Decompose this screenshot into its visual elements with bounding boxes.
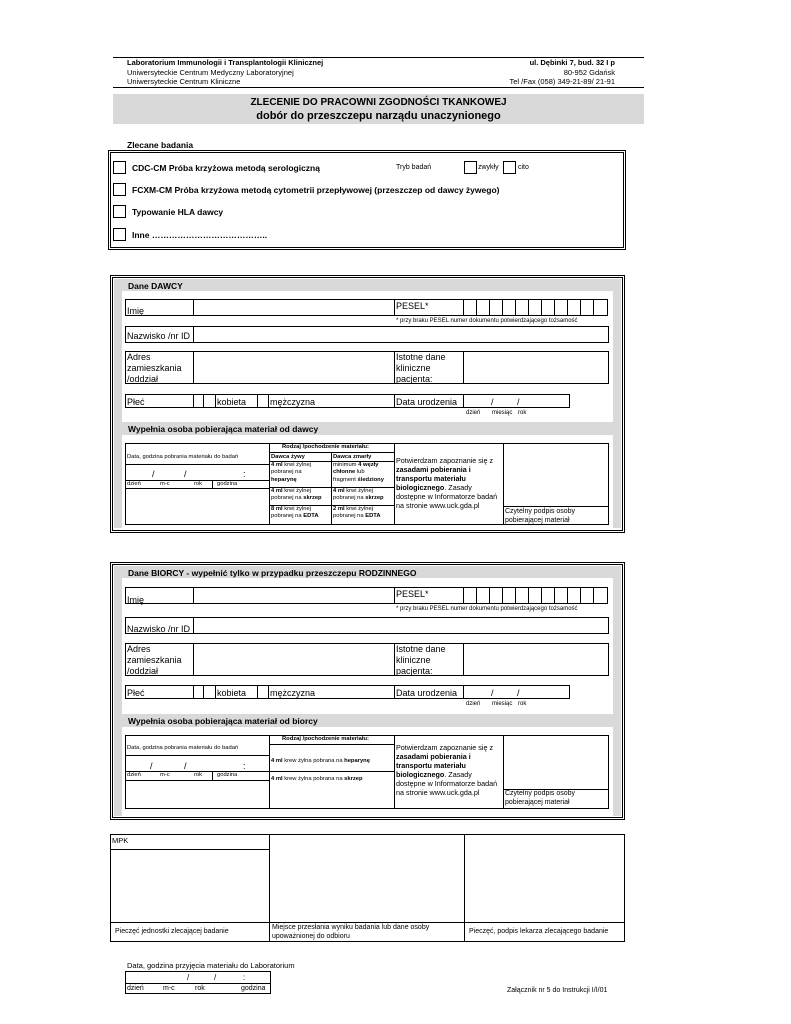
- recip-dataur-slash2: /: [517, 688, 520, 698]
- pesel-digit[interactable]: [541, 299, 555, 316]
- pesel-digit[interactable]: [502, 299, 516, 316]
- recip-dzien: dzień: [466, 701, 481, 707]
- conf-line3: transportu materiału: [396, 474, 466, 483]
- donor-zmarly: Dawca zmarły: [333, 454, 372, 460]
- donor-zywy: Dawca żywy: [271, 454, 305, 460]
- donor-date-tick: [212, 480, 213, 488]
- donor-dataur-label: Data urodzenia: [396, 397, 458, 407]
- pesel-digit[interactable]: [463, 299, 477, 316]
- lab-name: Laboratorium Immunologii i Transplantologii Klinicznej: [127, 58, 324, 67]
- donor-pesel-note: * przy braku PESEL numer dokumentu potwierdzającego tożsamość: [396, 318, 578, 324]
- pesel-digit[interactable]: [515, 299, 529, 316]
- pesel-digit[interactable]: [567, 299, 581, 316]
- header-left: [127, 58, 323, 87]
- item-hla: Typowanie HLA dawcy: [132, 207, 224, 217]
- h1-bold: heparynę: [344, 758, 370, 764]
- z3-line1: [271, 506, 319, 513]
- adres-line1: Adres: [127, 352, 151, 362]
- z3-bold: EDTA: [303, 513, 319, 520]
- donor-d-mc: m-c: [160, 481, 170, 487]
- header-bottom-rule: [113, 87, 644, 88]
- recip-signature-label: [505, 790, 575, 807]
- conf-bold: biologicznego: [396, 770, 445, 779]
- pesel-digit[interactable]: [580, 587, 594, 604]
- istotne-line1: Istotne dane: [396, 352, 446, 362]
- donor-dataur-slash2: /: [517, 397, 520, 407]
- m1-bold2: chłonne: [333, 469, 356, 476]
- donor-sample-heading: Wypełnia osoba pobierająca materiał od dawcy: [114, 422, 621, 435]
- conf-line4: [396, 770, 497, 779]
- m1-text3: fragment: [333, 476, 358, 483]
- recip-nazwisko-label: Nazwisko /nr ID: [127, 624, 191, 634]
- recip-istotne-label: [396, 644, 446, 677]
- donor-dataur-slash1: /: [491, 397, 494, 407]
- adres-line3: /oddział: [127, 666, 159, 676]
- pesel-digit[interactable]: [528, 587, 542, 604]
- adres-line2: zamieszkania: [127, 363, 182, 373]
- conf-line6: na stronie www.uck.gda.pl: [396, 788, 480, 797]
- donor-date-label: Data, godzina pobrania materiału do badań: [127, 454, 239, 460]
- recip-pesel-note: * przy braku PESEL numer dokumentu potwierdzającego tożsamość: [396, 606, 578, 612]
- pesel-digit[interactable]: [593, 587, 608, 604]
- donor-date-divider-3: [125, 488, 270, 489]
- checkbox-cito[interactable]: [503, 161, 516, 174]
- donor-nazwisko-label: Nazwisko /nr ID: [127, 331, 191, 341]
- donor-rok: rok: [518, 410, 527, 416]
- m3-text: krwi żylnej: [344, 506, 373, 512]
- m2-line2: [333, 495, 384, 502]
- pesel-digit[interactable]: [567, 587, 581, 604]
- donor-signature-label: [505, 508, 575, 525]
- z3-text2: pobranej na: [271, 513, 304, 520]
- recip-imie-input[interactable]: [193, 587, 395, 604]
- recip-sample-heading: Wypełnia osoba pobierająca materiał od biorcy: [114, 714, 621, 727]
- m2-amount: 4 ml: [333, 488, 345, 494]
- adres-line1: Adres: [127, 644, 151, 654]
- conf-line1: Potwierdzam zapoznanie się z: [396, 743, 494, 752]
- donor-adres-label: [127, 352, 182, 385]
- h1-amount: 4 ml: [271, 758, 283, 764]
- receipt-godzina: godzina: [241, 985, 266, 992]
- recipient-heading: Dane BIORCY - wypełnić tylko w przypadku przeszczepu RODZINNEGO: [114, 566, 621, 578]
- conf-bold: biologicznego: [396, 483, 445, 492]
- recip-date-label: Data, godzina pobrania materiału do badań: [127, 745, 239, 751]
- m2-text2: pobranej na: [333, 495, 366, 502]
- m1-text: minimum: [333, 462, 359, 468]
- mpk-bottom-divider: [110, 922, 270, 923]
- istotne-line2: kliniczne: [396, 655, 431, 665]
- conf-line2: zasadami pobierania i: [396, 465, 471, 474]
- m2-bold: skrzep: [365, 495, 384, 502]
- m1-line2: [333, 469, 395, 476]
- m1-bold: 4 węzły: [358, 462, 379, 468]
- mpk-divider: [110, 849, 270, 850]
- recip-imie-label: Imię: [127, 595, 145, 605]
- m1-line3: [333, 477, 395, 484]
- donor-d-rok: rok: [194, 481, 203, 487]
- conf-line3: transportu materiału: [396, 761, 466, 770]
- pesel-digit[interactable]: [593, 299, 608, 316]
- z1-line3: heparynę: [271, 476, 297, 483]
- z1-line1: [271, 462, 331, 469]
- m1-text2: lub: [355, 469, 365, 476]
- donor-imie-input[interactable]: [193, 299, 395, 316]
- mpk-box[interactable]: [110, 834, 270, 942]
- checkbox-hla[interactable]: [113, 205, 126, 218]
- cito-label: cito: [518, 164, 529, 171]
- z2-amount: 4 ml: [271, 488, 283, 494]
- pesel-digit[interactable]: [463, 587, 477, 604]
- h1-text: krew żylna pobrana na: [282, 758, 345, 764]
- istotne-line3: pacjenta:: [396, 666, 433, 676]
- conf-line5: dostępne w Informatorze badań: [396, 492, 498, 501]
- receipt-slash2: /: [214, 973, 217, 982]
- checkbox-fcxm[interactable]: [113, 183, 126, 196]
- recip-confirm-text: [396, 743, 497, 797]
- title-line-1: ZLECENIE DO PRACOWNI ZGODNOŚCI TKANKOWEJ: [250, 97, 507, 108]
- conf-line6: na stronie www.uck.gda.pl: [396, 501, 480, 510]
- conf-text: . Zasady: [444, 483, 472, 492]
- pesel-digit[interactable]: [554, 587, 568, 604]
- miejsce-label: [272, 924, 429, 941]
- donor-d-dzien: dzień: [127, 481, 141, 487]
- conf-text: . Zasady: [444, 770, 472, 779]
- recip-plec-label: Płeć: [127, 688, 145, 698]
- pesel-digit[interactable]: [580, 299, 594, 316]
- pesel-digit[interactable]: [502, 587, 516, 604]
- recip-date-tick: [212, 771, 213, 780]
- receipt-label: Data, godzina przyjęcia materiału do Laboratorium: [127, 961, 295, 970]
- donor-plec-label: Płeć: [127, 397, 145, 407]
- s1-amount: 4 ml: [271, 776, 283, 782]
- org-line-1: Uniwersyteckie Centrum Medyczny Laboratoryjnej: [127, 67, 294, 77]
- sig-line2: pobierającej materiał: [505, 516, 570, 524]
- mpk-label: MPK: [112, 836, 129, 845]
- m3-text2: pobranej na: [333, 513, 366, 520]
- donor-confirm-text: [396, 456, 497, 510]
- city: 80-952 Gdańsk: [563, 67, 615, 77]
- donor-date-divider: [125, 464, 270, 465]
- z1-amount: 4 ml: [271, 462, 283, 468]
- recip-date-divider: [125, 755, 270, 756]
- s1-text: krew żylna pobrana na: [282, 776, 345, 782]
- receipt-divider: [125, 983, 271, 984]
- recip-rok: rok: [518, 701, 527, 707]
- pesel-digit[interactable]: [528, 299, 542, 316]
- recip-material-cell: [269, 735, 395, 809]
- receipt-colon: :: [243, 973, 246, 982]
- item-inne: Inne …………………………………..: [132, 230, 268, 240]
- z3-text: krwi żylnej: [282, 506, 311, 512]
- pieczec-jednostki: Pieczęć jednostki zlecającej badanie: [115, 928, 229, 935]
- donor-date-slash1: /: [152, 469, 155, 479]
- donor-date-slash2: /: [184, 469, 187, 479]
- donor-miesiac: miesiąc: [492, 410, 513, 416]
- z2-text: krwi żylnej: [282, 488, 311, 494]
- recip-d-mc: m-c: [160, 772, 170, 778]
- donor-dzien: dzień: [466, 410, 481, 416]
- donor-heading: Dane DAWCY: [114, 279, 621, 291]
- receipt-dzien: dzień: [127, 985, 144, 992]
- m3-amount: 2 ml: [333, 506, 345, 512]
- checkbox-cdc[interactable]: [113, 161, 126, 174]
- m1-line1: [333, 462, 395, 469]
- recip-h1: [271, 758, 370, 765]
- recip-d-dzien: dzień: [127, 772, 141, 778]
- phone: Tel /Fax (058) 349-21-89/ 21-91: [509, 77, 615, 86]
- recipient-side-left: [114, 578, 122, 816]
- donor-material-vdivider: [331, 452, 332, 525]
- m2-line1: [333, 488, 384, 495]
- recip-miesiac: miesiąc: [492, 701, 513, 707]
- donor-date-colon: :: [243, 469, 246, 479]
- checkbox-zwykly[interactable]: [464, 161, 477, 174]
- donor-adres-input[interactable]: [193, 351, 395, 384]
- recip-rodzaj: Rodzaj /pochodzenie materiału:: [282, 736, 369, 742]
- recip-dataur-label: Data urodzenia: [396, 688, 458, 698]
- donor-m2: [333, 488, 384, 503]
- m1-bold3: śledziony: [357, 476, 384, 483]
- checkbox-inne[interactable]: [113, 228, 126, 241]
- donor-d-godzina: godzina: [217, 481, 238, 487]
- istotne-line3: pacjenta:: [396, 374, 433, 384]
- z2-line1: [271, 488, 322, 495]
- address: ul. Dębinki 7, bud. 32 I p: [529, 58, 615, 67]
- donor-z3: [271, 506, 319, 521]
- donor-rodzaj: Rodzaj /pochodzenie materiału:: [282, 444, 369, 450]
- adres-line3: /oddział: [127, 374, 159, 384]
- z2-line2: [271, 495, 322, 502]
- donor-pesel-label: PESEL*: [396, 301, 429, 311]
- conf-line1: Potwierdzam zapoznanie się z: [396, 456, 494, 465]
- title-line-2: dobór do przeszczepu narządu unaczynionego: [256, 110, 501, 122]
- pieczec-lekarza: Pieczęć, podpis lekarza zlecającego badanie: [469, 928, 609, 935]
- conf-line4: [396, 483, 497, 492]
- recip-d-godzina: godzina: [217, 772, 238, 778]
- z1-text: krwi żylnej: [282, 462, 311, 468]
- pesel-digit[interactable]: [489, 299, 503, 316]
- donor-imie-label: Imię: [127, 306, 145, 316]
- item-cdc: CDC-CM Próba krzyżowa metodą serologiczną: [132, 163, 320, 173]
- recip-dataur-slash1: /: [491, 688, 494, 698]
- recip-mezczyzna-label: mężczyzna: [270, 688, 316, 698]
- miejsce-line2: upoważnionej do odbioru: [272, 932, 350, 940]
- sig-line1: Czytelny podpis osoby: [505, 790, 576, 797]
- adres-line2: zamieszkania: [127, 655, 182, 665]
- donor-m1: [333, 462, 395, 484]
- m3-bold: EDTA: [365, 513, 381, 520]
- recipient-side-right: [613, 578, 621, 816]
- conf-line2: zasadami pobierania i: [396, 752, 471, 761]
- z3-amount: 8 ml: [271, 506, 283, 512]
- z3-line2: [271, 513, 319, 520]
- recip-istotne-input[interactable]: [463, 643, 609, 676]
- sig-line2: pobierającej materiał: [505, 798, 570, 806]
- tryb-label: Tryb badań: [396, 164, 432, 171]
- pesel-digit[interactable]: [554, 299, 568, 316]
- recip-material-divider-2: [269, 771, 395, 772]
- m3-line2: [333, 513, 381, 520]
- conf-line5: dostępne w Informatorze badań: [396, 779, 498, 788]
- zalacznik: Załącznik nr 5 do Instrukcji I/I/01: [507, 987, 608, 994]
- receipt-mc: m-c: [163, 985, 175, 992]
- pesel-digit[interactable]: [489, 587, 503, 604]
- title-bar: [113, 94, 644, 124]
- org-line-2: Uniwersyteckie Centrum Kliniczne: [127, 77, 241, 86]
- donor-z1: [271, 462, 331, 484]
- donor-m3: [333, 506, 381, 521]
- pesel-digit[interactable]: [541, 587, 555, 604]
- item-fcxm: FCXM-CM Próba krzyżowa metodą cytometrii przepływowej (przeszczep od dawcy żywego): [132, 185, 500, 195]
- ordered-heading: Zlecane badania: [127, 140, 194, 150]
- recip-date-colon: :: [243, 761, 246, 771]
- donor-side-right: [613, 291, 621, 528]
- recip-adres-label: [127, 644, 182, 677]
- recip-date-divider-3: [125, 780, 270, 781]
- zwykly-label: zwykły: [478, 164, 499, 171]
- lekarz-box[interactable]: [464, 834, 625, 942]
- istotne-line1: Istotne dane: [396, 644, 446, 654]
- pesel-digit[interactable]: [476, 587, 490, 604]
- z2-text2: pobranej na: [271, 495, 304, 502]
- recip-d-rok: rok: [194, 772, 203, 778]
- recip-material-divider: [269, 744, 395, 745]
- recip-s1: [271, 776, 363, 783]
- recip-kobieta-label: kobieta: [217, 688, 247, 698]
- recip-adres-input[interactable]: [193, 643, 395, 676]
- donor-istotne-label: [396, 352, 446, 385]
- pesel-digit[interactable]: [515, 587, 529, 604]
- donor-signature-divider: [503, 506, 609, 507]
- sig-line1: Czytelny podpis osoby: [505, 508, 576, 515]
- donor-material-divider: [269, 452, 395, 453]
- pesel-digit[interactable]: [476, 299, 490, 316]
- istotne-line2: kliniczne: [396, 363, 431, 373]
- z2-bold: skrzep: [303, 495, 322, 502]
- receipt-slash1: /: [187, 973, 190, 982]
- donor-nazwisko-input[interactable]: [193, 326, 609, 343]
- donor-mezczyzna-label: mężczyzna: [270, 397, 316, 407]
- recip-pesel-label: PESEL*: [396, 589, 429, 599]
- donor-z2: [271, 488, 322, 503]
- donor-side-left: [114, 291, 122, 528]
- m3-line1: [333, 506, 381, 513]
- recip-date-slash2: /: [184, 761, 187, 771]
- recip-date-slash1: /: [150, 761, 153, 771]
- wynik-divider: [269, 922, 465, 923]
- donor-kobieta-label: kobieta: [217, 397, 247, 407]
- recip-nazwisko-input[interactable]: [193, 617, 609, 634]
- m2-text: krwi żylnej: [344, 488, 373, 494]
- header-right: [510, 58, 615, 87]
- miejsce-line1: Miejsce przesłania wyniku badania lub dane osoby: [272, 924, 430, 931]
- donor-istotne-input[interactable]: [463, 351, 609, 384]
- lekarz-divider: [464, 922, 625, 923]
- z1-line2: pobranej na: [271, 469, 302, 476]
- s1-bold: skrzep: [344, 776, 363, 782]
- receipt-rok: rok: [195, 985, 205, 992]
